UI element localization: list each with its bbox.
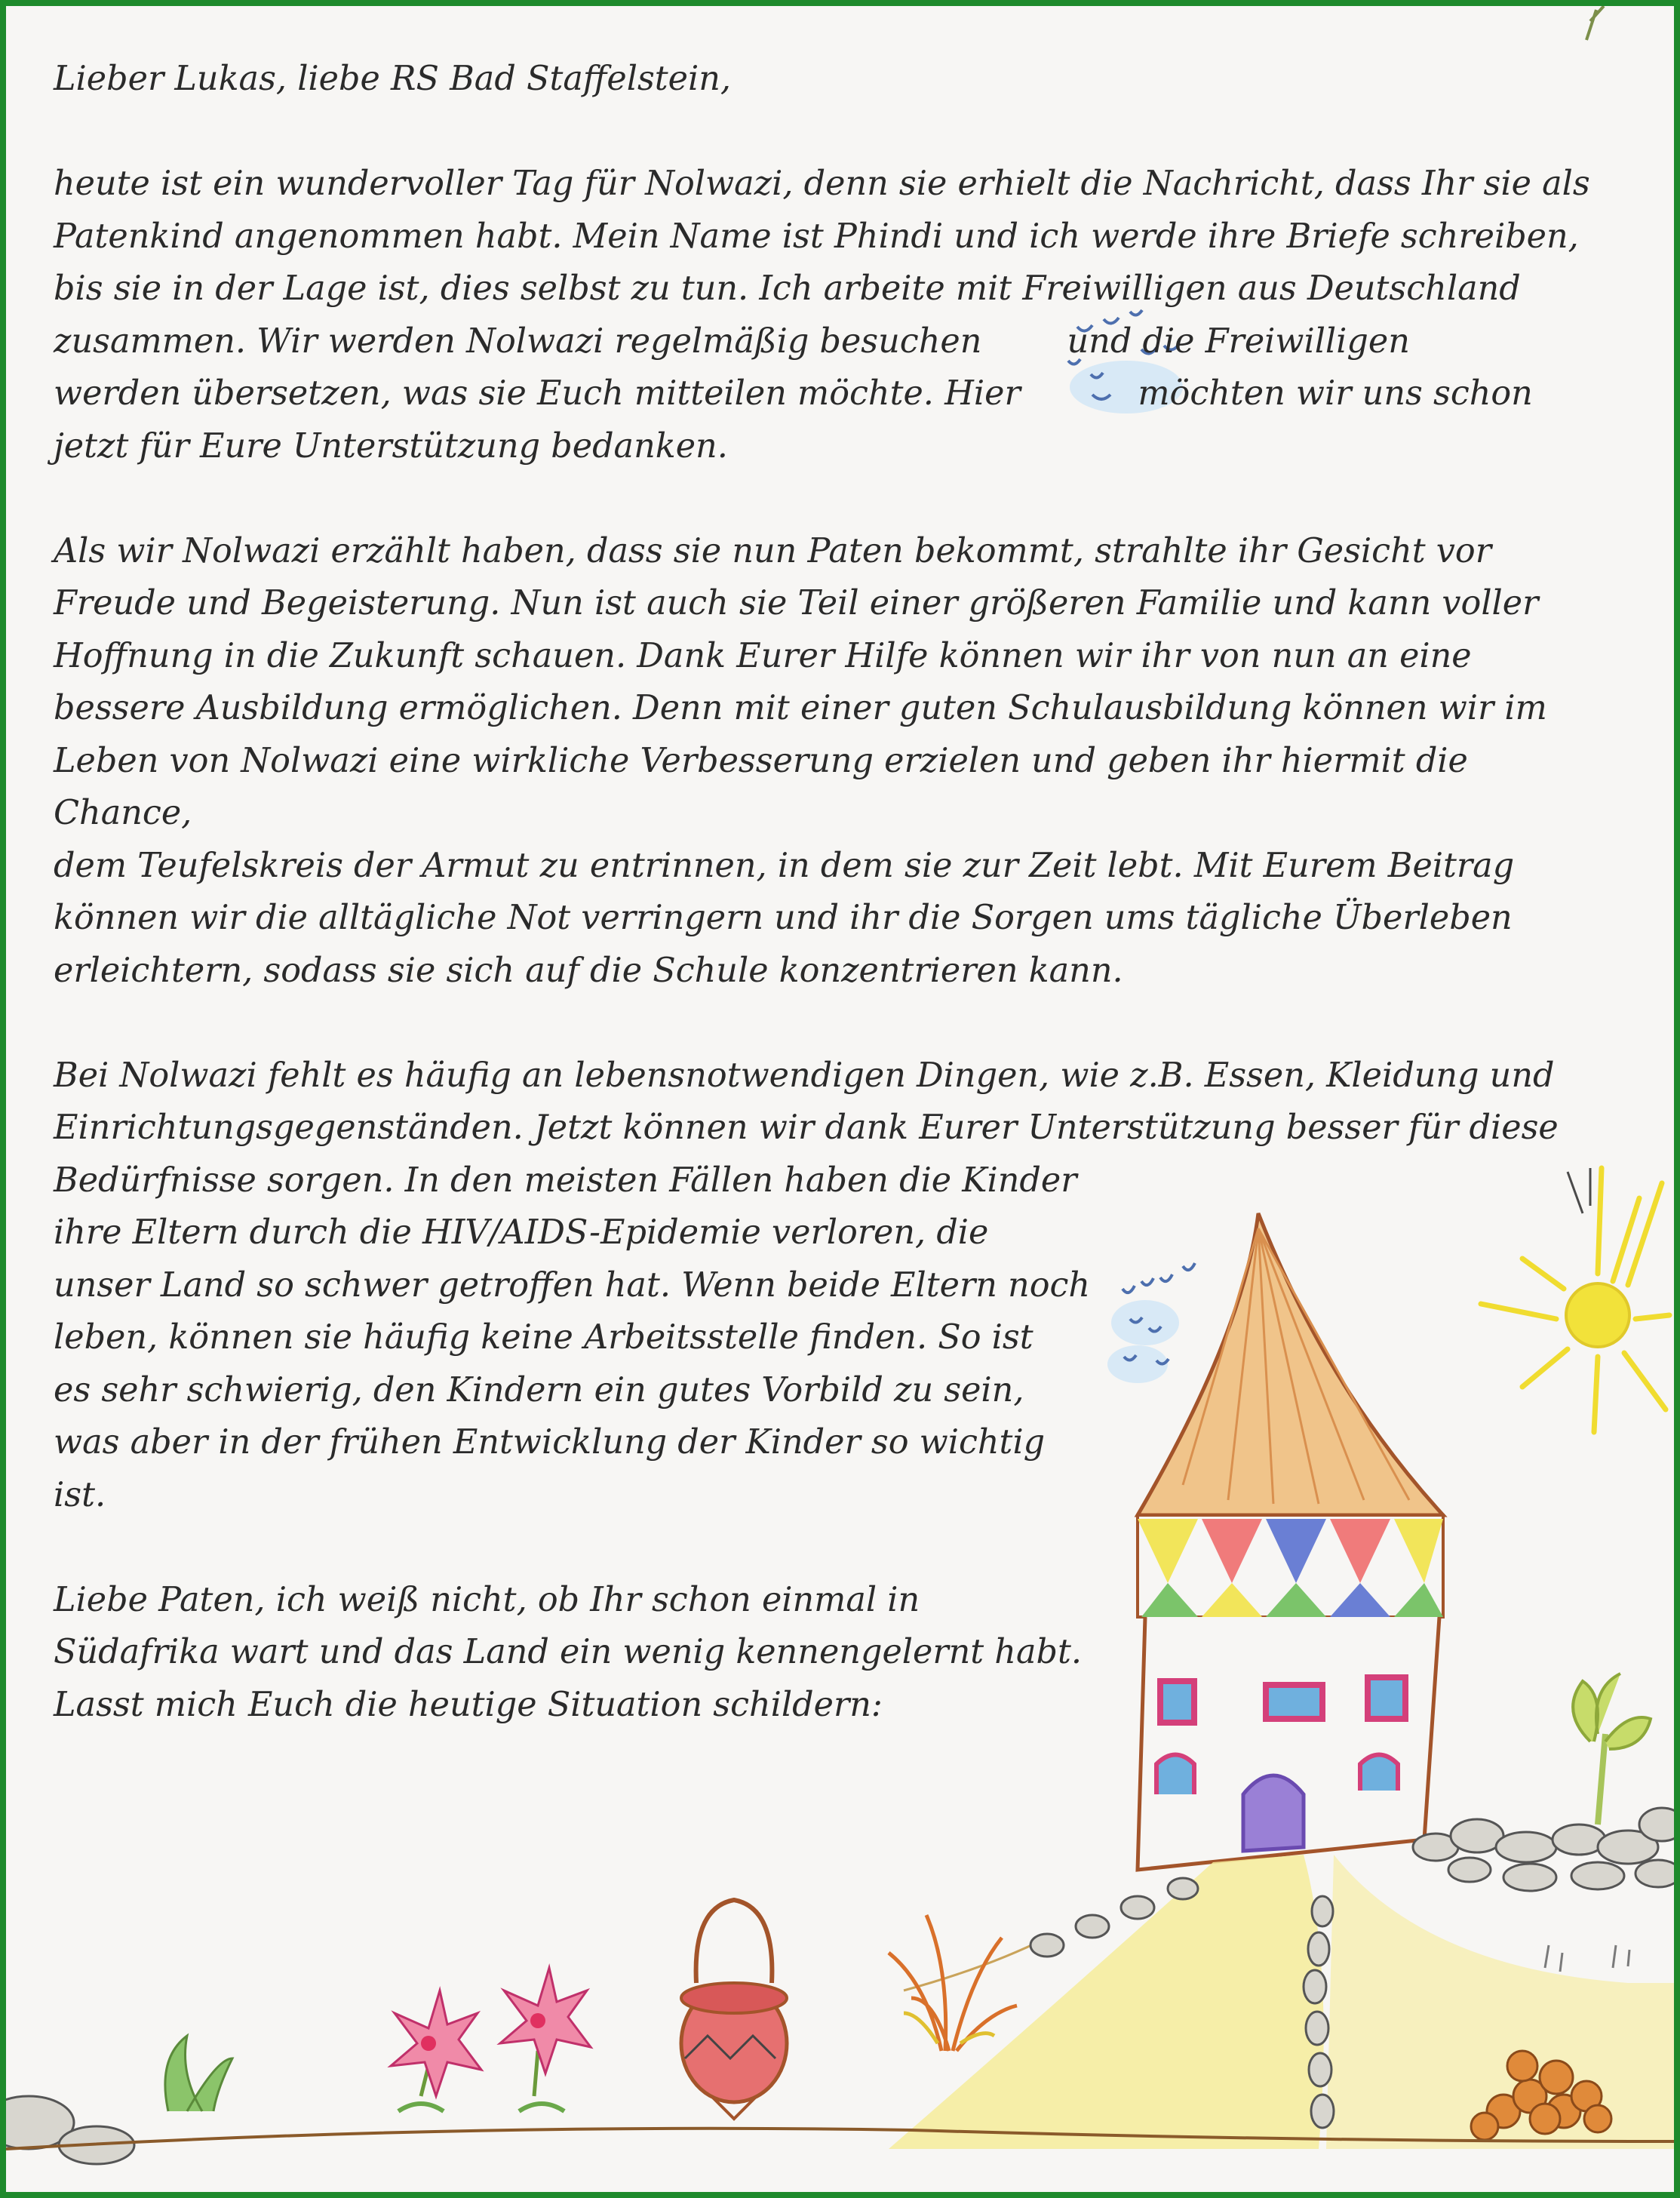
text-line: bis sie in der Lage ist, dies selbst zu tun. Ich arbeite mit Freiwilligen aus Deutschland — [54, 269, 1521, 308]
basket-drawing — [681, 1900, 787, 2119]
salutation: Lieber Lukas, liebe RS Bad Staffelstein, — [54, 60, 732, 98]
text-line: werden übersetzen, was sie Euch mitteilen möchte. Hier möchten wir uns schon — [54, 374, 1533, 413]
text-line: leben, können sie häufig keine Arbeitsstelle finden. So ist — [54, 1318, 1033, 1357]
text-line: es sehr schwierig, den Kindern ein gutes Vorbild zu sein, — [54, 1370, 1024, 1409]
text-line: Liebe Paten, ich weiß nicht, ob Ihr schon einmal in — [54, 1580, 920, 1619]
text-line: Bedürfnisse sorgen. In den meisten Fällen haben die Kinder — [54, 1160, 1077, 1200]
text-line: Lasst mich Euch die heutige Situation schildern: — [54, 1685, 883, 1724]
text-line: Freude und Begeisterung. Nun ist auch sie Teil einer größeren Familie und kann voller — [54, 584, 1539, 623]
text-line: bessere Ausbildung ermöglichen. Denn mit einer guten Schulausbildung können wir im — [54, 689, 1547, 727]
text-line: heute ist ein wundervoller Tag für Nolwazi, denn sie erhielt die Nachricht, dass Ihr sie als — [54, 164, 1590, 203]
paragraph-3 — [54, 1050, 1592, 1522]
text-line: zusammen. Wir werden Nolwazi regelmäßig besuchen und die Freiwilligen — [54, 321, 1410, 361]
text-line: ist. — [54, 1475, 106, 1514]
text-line: Einrichtungsgegenständen. Jetzt können wir dank Eurer Unterstützung besser für diese — [54, 1108, 1559, 1147]
text-line: Leben von Nolwazi eine wirkliche Verbesserung erzielen und geben ihr hiermit die Chance, — [54, 741, 1468, 832]
corner-sprout-icon — [1586, 6, 1604, 40]
flowers-drawing — [165, 1968, 591, 2111]
text-line: Bei Nolwazi fehlt es häufig an lebensnotwendigen Dingen, wie z.B. Essen, Kleidung und — [54, 1056, 1555, 1095]
text-line: dem Teufelskreis der Armut zu entrinnen, in dem sie zur Zeit lebt. Mit Eurem Beitrag — [54, 846, 1515, 885]
text-line: ihre Eltern durch die HIV/AIDS-Epidemie verloren, die — [54, 1213, 989, 1252]
grass-drawing — [889, 1915, 1017, 2051]
text-line: unser Land so schwer getroffen hat. Wenn beide Eltern noch — [54, 1265, 1091, 1305]
text-line: erleichtern, sodass sie sich auf die Schule konzentrieren kann. — [54, 951, 1123, 990]
paragraph-4 — [54, 1574, 1125, 1732]
text-line: Hoffnung in die Zukunft schauen. Dank Eurer Hilfe können wir ihr von nun an eine — [54, 636, 1472, 675]
text-line: Patenkind angenommen habt. Mein Name ist Phindi und ich werde ihre Briefe schreiben, — [54, 217, 1579, 256]
text-line: jetzt für Eure Unterstützung bedanken. — [54, 426, 728, 466]
letter-page — [6, 6, 1674, 2192]
letter-text — [54, 53, 1592, 1784]
text-line: Südafrika wart und das Land ein wenig kennengelernt habt. — [54, 1633, 1083, 1671]
paragraph-1 — [54, 158, 1592, 472]
text-line: Als wir Nolwazi erzählt haben, dass sie nun Paten bekommt, strahlte ihr Gesicht vor — [54, 531, 1491, 570]
paragraph-2 — [54, 525, 1592, 998]
text-line: können wir die alltägliche Not verringern und ihr die Sorgen ums tägliche Überleben — [54, 899, 1513, 937]
text-line: was aber in der frühen Entwicklung der Kinder so wichtig — [54, 1423, 1046, 1462]
